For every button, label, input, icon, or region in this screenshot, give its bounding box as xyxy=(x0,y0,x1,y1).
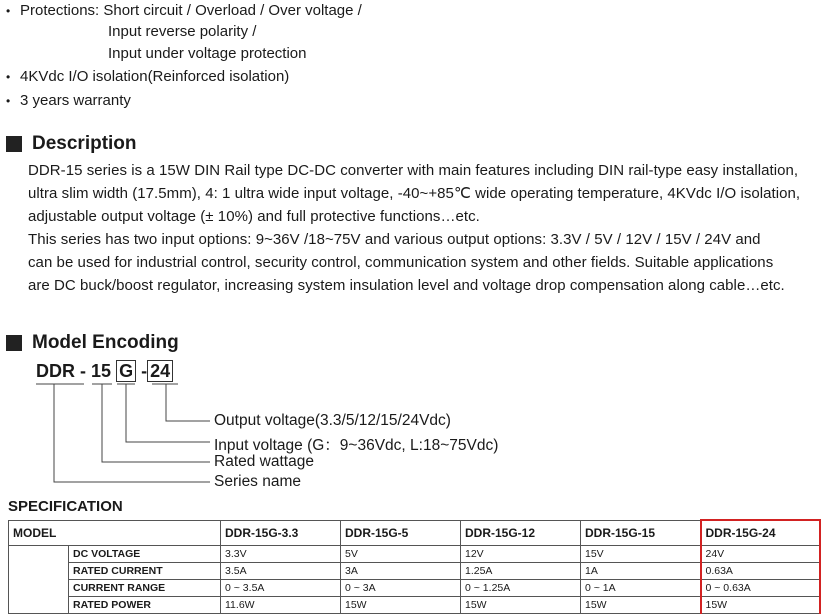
table-header-row xyxy=(9,520,820,546)
encoding-title: Model Encoding xyxy=(32,332,179,353)
description-line: can be used for industrial control, security control, communication system and other fields. Suitable applications xyxy=(28,254,774,271)
description-line: This series has two input options: 9~36V /18~75V and various output options: 3.3V / 5V / 12V / 15V / 24V and xyxy=(28,231,761,248)
model-header: DDR-15G-15 xyxy=(581,520,701,546)
table-cell: 12V xyxy=(461,546,581,563)
group-cell xyxy=(9,546,69,614)
table-cell-highlighted: 24V xyxy=(701,546,820,563)
encoding-series-label: Series name xyxy=(214,473,302,490)
description-line: adjustable output voltage (± 10%) and full protective functions…etc. xyxy=(28,208,480,225)
model-header: DDR-15G-5 xyxy=(341,520,461,546)
isolation-text: 4KVdc I/O isolation(Reinforced isolation) xyxy=(20,68,290,85)
table-row xyxy=(9,546,820,563)
bullet-dot: • xyxy=(6,70,11,84)
code-dash: - xyxy=(80,361,87,381)
description-line: ultra slim width (17.5mm), 4: 1 ultra wide input voltage, -40~+85℃ wide operating temperature, 4KVdc I/O isolation, xyxy=(28,185,801,202)
code-output: 24 xyxy=(147,360,173,382)
table-cell: 3.3V xyxy=(221,546,341,563)
model-header: DDR-15G-12 xyxy=(461,520,581,546)
table-row xyxy=(9,563,820,580)
specification-table xyxy=(8,519,821,614)
protections-text: Protections: Short circuit / Overload / Over voltage / xyxy=(20,2,362,19)
code-dash: - xyxy=(141,361,148,381)
table-cell: 0 ~ 1.25A xyxy=(461,580,581,597)
table-cell-highlighted: 0.63A xyxy=(701,563,820,580)
table-cell: 11.6W xyxy=(221,597,341,614)
model-header-highlighted: DDR-15G-24 xyxy=(701,520,820,546)
table-cell: 3.5A xyxy=(221,563,341,580)
protections-line-2: Input reverse polarity / xyxy=(108,23,257,40)
table-cell: 0 ~ 1A xyxy=(581,580,701,597)
protections-line-3: Input under voltage protection xyxy=(108,45,307,62)
table-cell-highlighted: 15W xyxy=(701,597,820,614)
table-cell: 15W xyxy=(461,597,581,614)
table-cell: 0 ~ 3.5A xyxy=(221,580,341,597)
table-cell-highlighted: 0 ~ 0.63A xyxy=(701,580,820,597)
table-cell: 1.25A xyxy=(461,563,581,580)
table-cell: 15W xyxy=(341,597,461,614)
warranty-text: 3 years warranty xyxy=(20,92,131,109)
encoding-input-label: Input voltage (G：9~36Vdc, L:18~75Vdc) xyxy=(214,437,499,454)
table-cell: 3A xyxy=(341,563,461,580)
model-label: MODEL xyxy=(9,520,221,546)
code-input: G xyxy=(116,360,136,382)
encoding-wattage-label: Rated wattage xyxy=(214,453,314,470)
table-cell: 15W xyxy=(581,597,701,614)
table-row xyxy=(9,580,820,597)
table-cell: 0 ~ 3A xyxy=(341,580,461,597)
bullet-dot: • xyxy=(6,4,11,18)
description-line: are DC buck/boost regulator, increasing system insulation level and voltage drop compensation along cable…etc. xyxy=(28,277,785,294)
code-series: DDR xyxy=(36,361,75,381)
row-label: RATED POWER xyxy=(69,597,221,614)
table-row xyxy=(9,597,820,614)
encoding-output-label: Output voltage(3.3/5/12/15/24Vdc) xyxy=(214,412,451,429)
row-label: DC VOLTAGE xyxy=(69,546,221,563)
row-label: CURRENT RANGE xyxy=(69,580,221,597)
table-cell: 1A xyxy=(581,563,701,580)
model-header: DDR-15G-3.3 xyxy=(221,520,341,546)
table-cell: 5V xyxy=(341,546,461,563)
specification-title: SPECIFICATION xyxy=(8,498,123,515)
description-title: Description xyxy=(32,133,137,154)
row-label: RATED CURRENT xyxy=(69,563,221,580)
description-line: DDR-15 series is a 15W DIN Rail type DC-DC converter with main features including DIN rail-type easy installation, xyxy=(28,162,799,179)
bullet-dot: • xyxy=(6,94,11,108)
table-cell: 15V xyxy=(581,546,701,563)
code-wattage: 15 xyxy=(91,361,112,381)
